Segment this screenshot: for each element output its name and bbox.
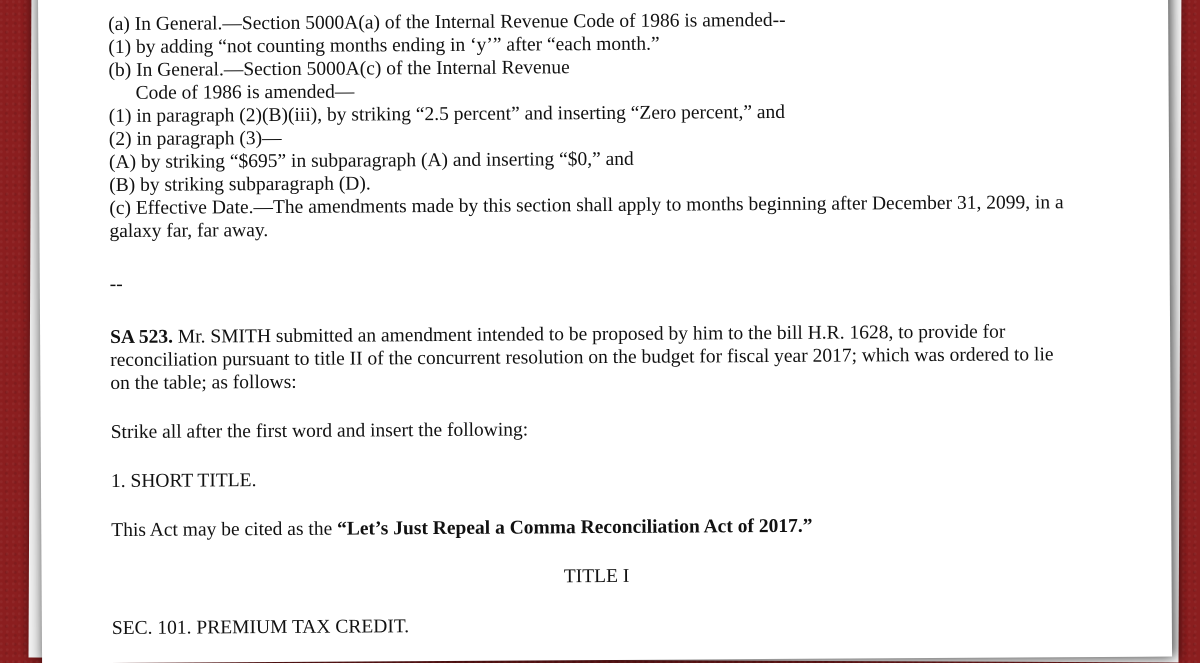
- short-title-heading: 1. SHORT TITLE.: [110, 470, 257, 493]
- text-line: (a) In General.—Section 5000A(a) of the Internal Revenue Code of 1986 is amended--: [108, 9, 786, 36]
- document-page: [38, 0, 1172, 663]
- text-line: Code of 1986 is amended—: [135, 81, 355, 104]
- text-line: (c) Effective Date.—The amendments made by this section shall apply to months beginning after December 31, 2099, in a: [109, 192, 1064, 220]
- text-line: on the table; as follows:: [110, 371, 297, 395]
- document-text: [108, 7, 1082, 640]
- amendment-text: Mr. SMITH submitted an amendment intended to be proposed by him to the bill H.R. 1628, to provide for: [177, 321, 1006, 348]
- text-line: (1) by adding “not counting months ending in ‘y’” after “each month.”: [108, 33, 660, 59]
- section-heading: SEC. 101. PREMIUM TAX CREDIT.: [111, 616, 410, 640]
- amendment-number: SA 523.: [110, 326, 174, 349]
- text-line: (A) by striking “$695” in subparagraph (A) and inserting “$0,” and: [108, 148, 634, 174]
- text-line: (B) by striking subparagraph (D).: [109, 173, 371, 197]
- text-line: (2) in paragraph (3)—: [108, 127, 282, 151]
- citation-prefix: This Act may be cited as the: [111, 518, 338, 542]
- text-line: (b) In General.—Section 5000A(c) of the Internal Revenue: [108, 57, 570, 82]
- text-line: reconciliation pursuant to title II of the concurrent resolution on the budget for fiscal year 2017; which was ordered to lie: [110, 344, 1054, 372]
- act-name: “Let’s Just Repeal a Comma Reconciliation Act of 2017.”: [337, 515, 813, 540]
- text-line: (1) in paragraph (2)(B)(iii), by striking “2.5 percent” and inserting “Zero percent,” and: [108, 101, 786, 128]
- text-line: galaxy far, far away.: [109, 220, 269, 243]
- title-heading: TITLE I: [563, 565, 630, 588]
- strike-instruction: Strike all after the first word and insert the following:: [110, 419, 529, 444]
- separator: --: [109, 273, 123, 296]
